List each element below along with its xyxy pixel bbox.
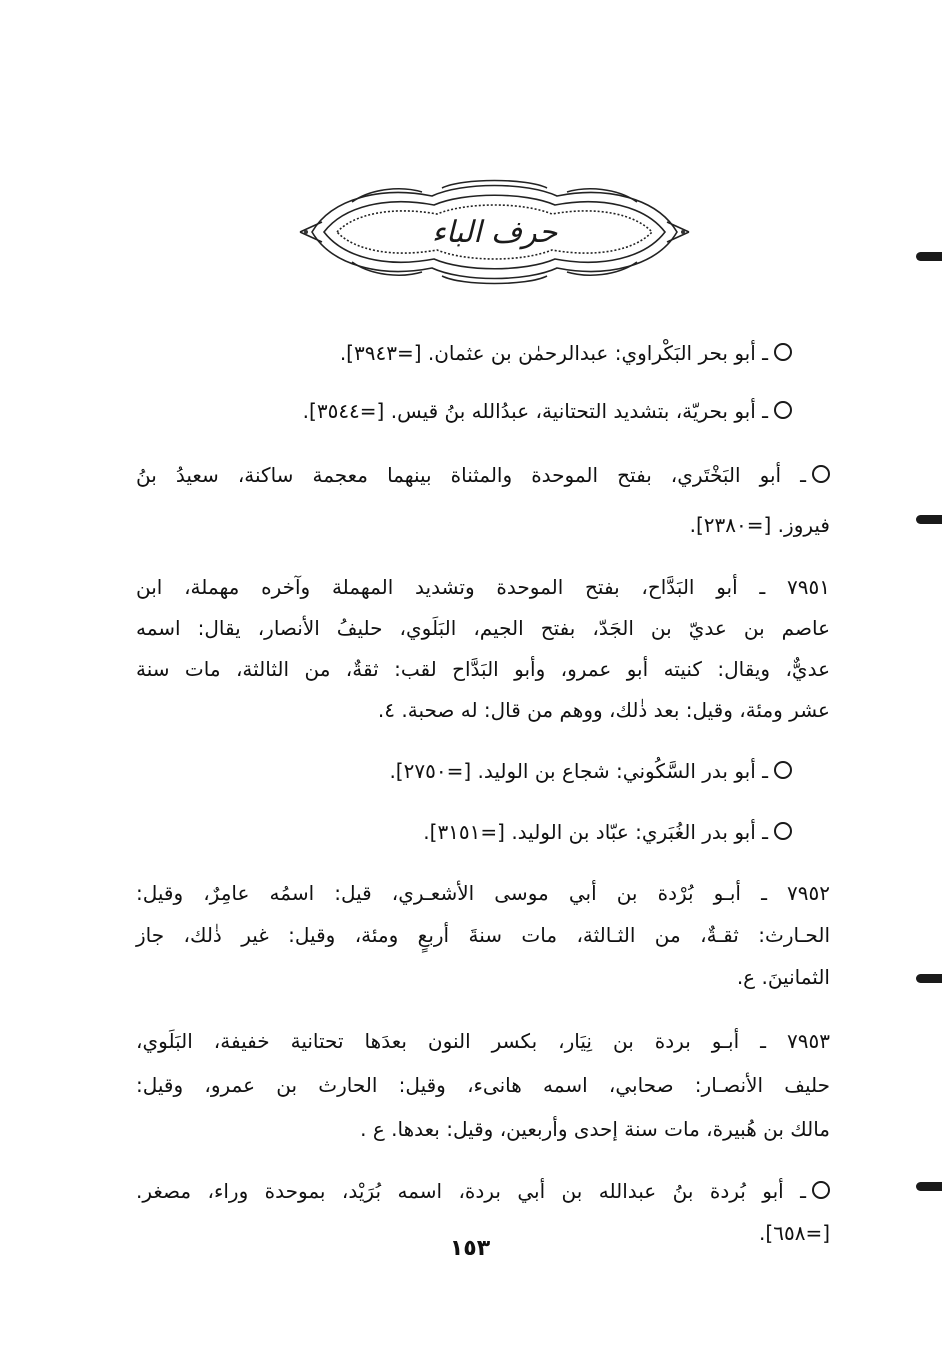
entry-line: الحـارث: ثقـةٌ، من الثـالثة، مات سنةَ أربعٍ ومئة، وقيل: غير ذٰلك، جاز [136, 923, 830, 947]
entry-line: عشر ومئة، وقيل: بعد ذٰلك، ووهم من قال: له صحبة. ٤. [377, 698, 830, 722]
entry-line: فيروز. [=٢٣٨٠]. [689, 513, 830, 537]
entry-line: عديٌّ، ويقال: كنيته أبو عمرو، وأبو البَدَّاح لقب: ثقةٌ، من الثالثة، مات سنة [136, 657, 830, 681]
entry-biography [136, 874, 830, 996]
circle-bullet-icon [812, 1181, 830, 1199]
entry-biography [136, 1022, 830, 1148]
entry-line: حليف الأنصـار: صحابي، اسمه هانىء، وقيل: الحارث بن عمرو، وقيل: [136, 1073, 830, 1097]
page-number: ١٥٣ [449, 1236, 491, 1261]
circle-bullet-icon [774, 822, 792, 840]
entry-line: ـ أبو بدر السَّكُوني: شجاع بن الوليد. [=٢٧٥٠]. [389, 759, 768, 783]
margin-mark [916, 252, 942, 261]
entry-line: ـ أبو البَخْتَري، بفتح الموحدة والمثناة بينهما معجمة ساكنة، سعيدُ بنُ [136, 463, 806, 487]
entry-line: [=٦٥٨]. [759, 1221, 830, 1245]
entry-line: ـ أبو بحر البَكْراوي: عبدالرحمٰن بن عثمان. [=٣٩٤٣]. [339, 341, 768, 365]
entry-line: ـ أبو بحريّة، بتشديد التحتانية، عبدُالله بنُ قيس. [=٣٥٤٤]. [302, 399, 768, 423]
circle-bullet-icon [774, 401, 792, 419]
entry-cross-reference [136, 456, 830, 544]
entry-biography [136, 568, 830, 729]
entry-line: مالك بن هُبيرة، مات سنة إحدى وأربعين، وقيل: بعدها. ع . [360, 1117, 830, 1141]
chapter-title: حرف الباء [431, 214, 558, 250]
entry-line: عاصم بن عديّ بن الجَدّ، بفتح الجيم، البَلَوي، حليفُ الأنصار، يقال: اسمه [136, 616, 830, 640]
entry-line: ٧٩٥١ ـ أبو البَدَّاح، بفتح الموحدة وتشديد المهملة وآخره مهملة، ابن [136, 575, 830, 599]
circle-bullet-icon [774, 343, 792, 361]
entry-cross-reference [423, 813, 792, 851]
entry-line: ـ أبو بدر الغُبَري: عبّاد بن الوليد. [=٣١٥١]. [423, 820, 768, 844]
entry-cross-reference [340, 334, 792, 372]
circle-bullet-icon [812, 465, 830, 483]
margin-mark [916, 515, 942, 524]
margin-mark [916, 1182, 942, 1191]
entry-line: ٧٩٥٣ ـ أبـو بردة بن نِيَار، بكسر النون بعدَها تحتانية خفيفة، البَلَوي، [136, 1029, 830, 1053]
margin-mark [916, 974, 942, 983]
entry-cross-reference [303, 392, 792, 430]
entry-line: ٧٩٥٢ ـ أبـو بُرْدة بن أبي موسى الأشعـري، قيل: اسمُه عامِرٌ، وقيل: [136, 881, 830, 905]
entry-cross-reference [389, 752, 792, 790]
circle-bullet-icon [774, 761, 792, 779]
entry-line: الثمانينَ. ع. [736, 965, 830, 989]
entry-line: ـ أبو بُردة بنُ عبدالله بن أبي بردة، اسمه بُرَيْد، بموحدة وراء، مصغر. [136, 1179, 806, 1203]
